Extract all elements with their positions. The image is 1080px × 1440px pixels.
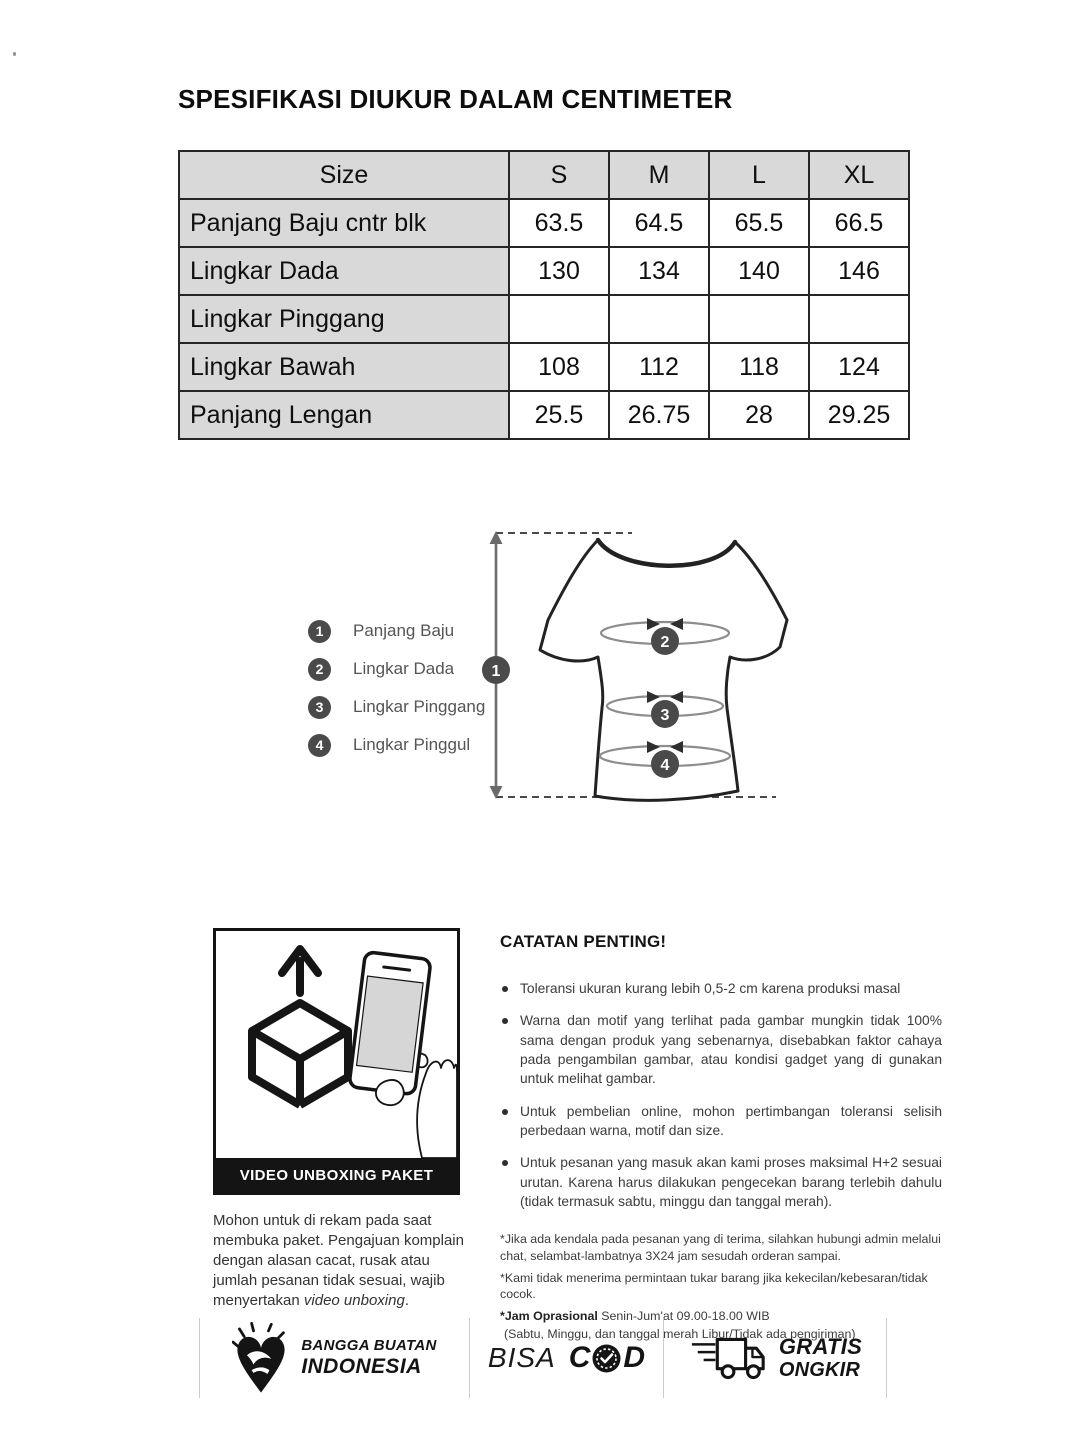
bbi-wordmark [301,1337,436,1379]
cell-value: 63.5 [509,199,609,247]
svg-text:2: 2 [660,634,670,651]
legend-label: Lingkar Dada [353,659,455,678]
badge-bisa-cod [469,1318,663,1398]
unboxing-note-text: Mohon untuk di rekam pada saat membuka paket. Pengajuan komplain dengan alasan cacat, rusak atau jumlah pesanan tidak sesuai, wajib menyertakan [213,1212,464,1309]
bbi-line1: BANGGA BUATAN [301,1337,437,1354]
unboxing-illustration [216,931,457,1158]
cell-value [609,295,709,343]
bbi-line2: INDONESIA [301,1355,422,1378]
unboxing-note [213,1211,471,1311]
note-bullet: Warna dan motif yang terlihat pada gambar mungkin tidak 100% sama dengan produk yang sebenarnya, disebabkan faktor cahaya pada pengambilan gambar, atau kondisi gadget yang di gunakan untuk melihat gambar. [500,1011,942,1088]
cod-letter-d: D [623,1341,646,1374]
stray-dot-artifact [13,52,16,56]
cell-value: 26.75 [609,391,709,439]
legend-number-badge: 3 [308,696,331,719]
legend-item-panjang-baju [308,616,485,646]
row-label-lingkar-pinggang: Lingkar Pinggang [179,295,509,343]
footnote: (Sabtu, Minggu, dan tanggal merah Libur/Tidak ada pengiriman) [504,1326,856,1341]
footnote: *Jika ada kendala pada pesanan yang di terima, silahkan hubungi admin melalui chat, selambat-lambatnya 3X24 jam sesudah orderan sampai. [500,1232,941,1263]
important-notes-section [500,932,942,1348]
legend-number-badge: 1 [308,620,331,643]
notes-heading: CATATAN PENTING! [500,932,667,951]
thumb-illustration [376,1080,404,1105]
row-label-lingkar-bawah: Lingkar Bawah [179,343,509,391]
table-row [179,199,909,247]
table-row [179,295,909,343]
col-header-s: S [509,151,609,199]
badge-bangga-buatan-indonesia [200,1318,469,1398]
cell-value: 130 [509,247,609,295]
legend-label: Panjang Baju [353,621,455,640]
svg-text:4: 4 [660,757,670,774]
page-title: SPESIFIKASI DIUKUR DALAM CENTIMETER [178,84,733,114]
unboxing-note-period: . [404,1291,409,1309]
col-header-xl: XL [809,151,909,199]
row-label-panjang-baju: Panjang Baju cntr blk [179,199,509,247]
cell-value: 65.5 [709,199,809,247]
delivery-truck-icon [688,1332,770,1384]
footnote-rest: Senin-Jum'at 09.00-18.00 WIB [597,1309,770,1324]
legend-item-lingkar-dada [308,654,485,684]
footnote: *Kami tidak menerima permintaan tukar barang jika kekecilan/kebesaran/tidak cocok. [500,1270,928,1302]
bbi-heart-logo-icon [232,1321,290,1395]
col-header-l: L [709,151,809,199]
legend-number-badge: 4 [308,734,331,757]
cod-letter-c: C [568,1341,591,1374]
cell-value: 66.5 [809,199,909,247]
cell-value: 64.5 [609,199,709,247]
unboxing-caption-bar [216,1158,457,1192]
legend-number-badge: 2 [308,658,331,681]
video-unboxing-panel [213,928,460,1195]
note-bullet: Untuk pembelian online, mohon pertimbangan toleransi selisih perbedaan warna, motif dan size. [500,1102,942,1141]
cell-value: 29.25 [809,391,909,439]
table-row [179,391,909,439]
row-label-panjang-lengan: Panjang Lengan [179,391,509,439]
cell-value: 124 [809,343,909,391]
cod-wordmark [569,1341,645,1375]
legend-item-lingkar-pinggang [308,692,485,722]
ongkir-label: ONGKIR [778,1359,861,1381]
phone-icon [349,952,431,1095]
footer-badges [199,1318,887,1398]
cell-value: 108 [509,343,609,391]
box-icon [252,1003,348,1105]
svg-text:3: 3 [660,707,670,724]
svg-text:1: 1 [491,663,501,680]
table-header-row [179,151,909,199]
gratis-label: GRATIS [778,1334,863,1359]
unboxing-note-italic: video unboxing [303,1291,405,1309]
gratis-ongkir-wordmark [779,1336,862,1380]
col-header-size: Size [179,151,509,199]
note-bullet: Toleransi ukuran kurang lebih 0,5-2 cm karena produksi masal [500,979,942,998]
diagram-badge-4 [651,750,679,778]
diagram-badge-3 [651,700,679,728]
col-header-m: M [609,151,709,199]
cell-value [809,295,909,343]
note-bullet: Untuk pesanan yang masuk akan kami proses maksimal H+2 sesuai urutan. Karena harus dilakukan pengecekan barang terlebih dahulu (tidak termasuk sabtu, minggu dan tanggal merah). [500,1153,942,1211]
diagram-badge-2 [651,627,679,655]
cell-value: 28 [709,391,809,439]
table-row [179,343,909,391]
cell-value: 140 [709,247,809,295]
measurement-legend [308,616,485,768]
cell-value: 112 [609,343,709,391]
legend-label: Lingkar Pinggang [353,697,486,716]
cell-value: 118 [709,343,809,391]
cell-value: 134 [609,247,709,295]
tshirt-measurement-diagram [480,520,820,820]
cell-value [509,295,609,343]
diagram-badge-1 [482,656,510,684]
cell-value: 146 [809,247,909,295]
legend-item-lingkar-pinggul [308,730,485,760]
legend-label: Lingkar Pinggul [353,735,471,754]
notes-bullet-list [500,979,942,1211]
unboxing-caption: VIDEO UNBOXING PAKET [239,1166,434,1184]
footnote-bold: *Jam Oprasional [500,1309,598,1324]
arrow-up-icon [282,949,318,993]
cell-value [709,295,809,343]
size-chart-table [178,150,910,440]
badge-gratis-ongkir [663,1318,886,1398]
cod-check-seal-icon [591,1343,622,1374]
cell-value: 25.5 [509,391,609,439]
bisa-label: BISA [487,1342,556,1373]
table-row [179,247,909,295]
row-label-lingkar-dada: Lingkar Dada [179,247,509,295]
